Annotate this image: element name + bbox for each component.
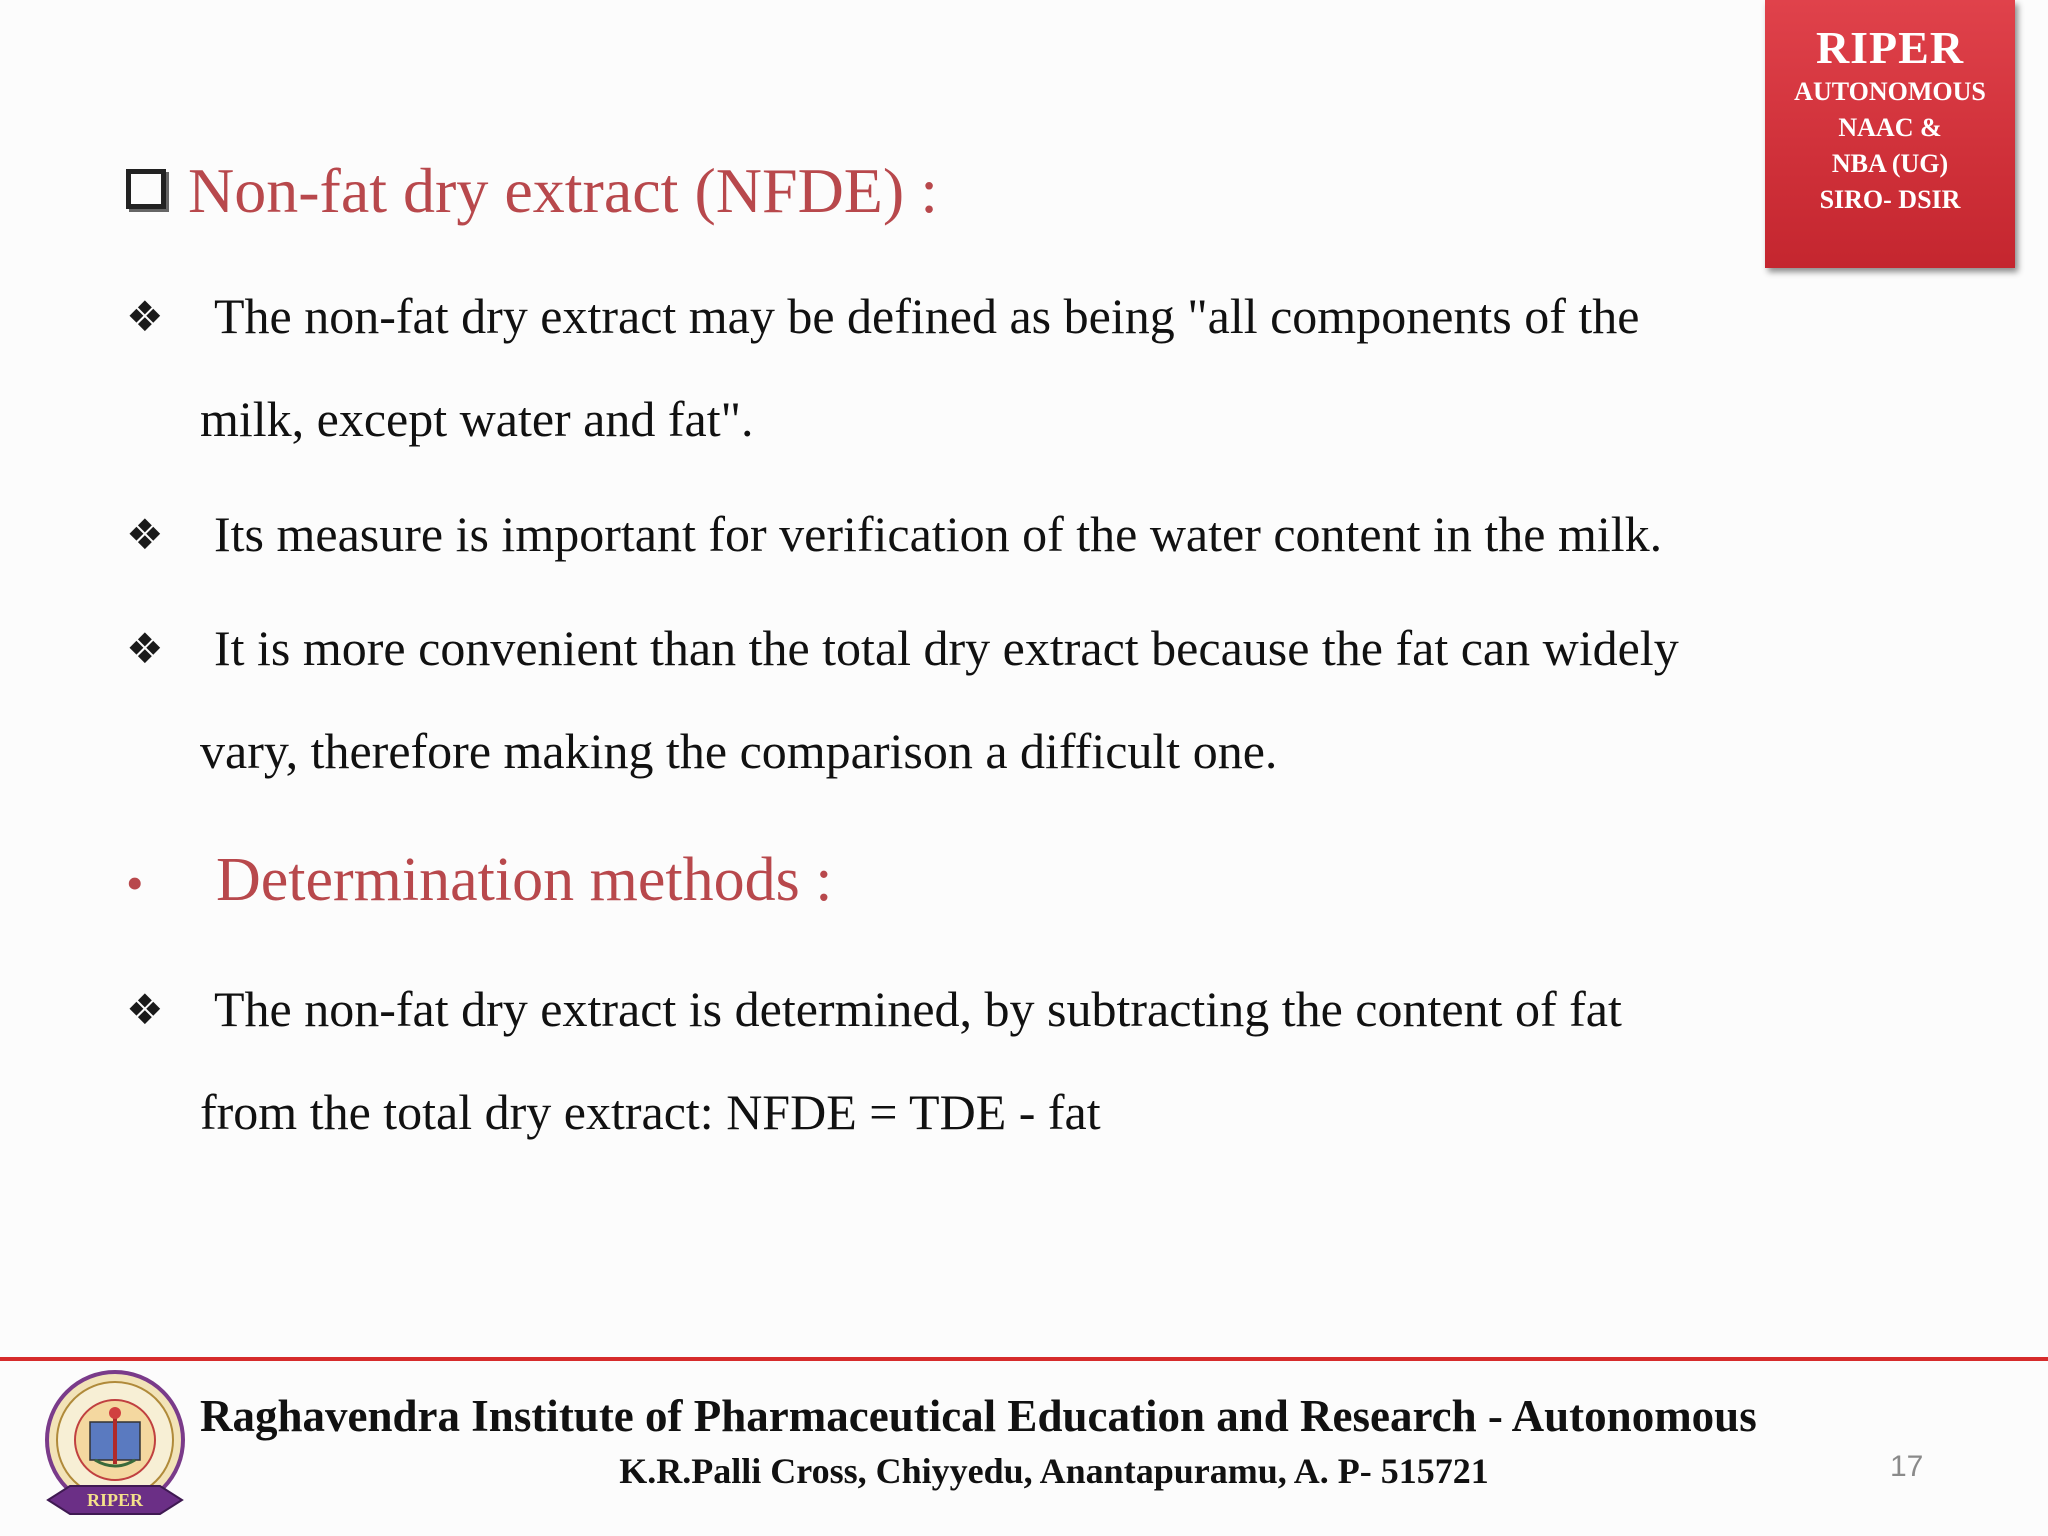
bullet-item-1 <box>126 265 1946 471</box>
institute-logo <box>40 1368 190 1526</box>
bullet-line-2: from the total dry extract: NFDE = TDE - fat <box>200 1084 1101 1140</box>
badge-line-nba: NBA (UG) <box>1831 149 1949 178</box>
bullet-text <box>126 597 1946 803</box>
bullet-line-1: Its measure is important for verification of the water content in the milk. <box>214 506 1663 562</box>
page-number: 17 <box>1890 1450 1924 1483</box>
bullet-line-2: milk, except water and fat". <box>200 391 754 447</box>
bullet-text <box>126 265 1946 471</box>
accreditation-badge <box>1765 0 2015 268</box>
badge-line-siro: SIRO- DSIR <box>1819 185 1961 214</box>
institute-address: K.R.Palli Cross, Chiyyedu, Anantapuramu, A. P- 515721 <box>619 1451 1489 1491</box>
subheading-text: Determination methods : <box>216 846 833 914</box>
checkbox-square-icon <box>126 169 166 209</box>
badge-title: RIPER <box>1815 22 1965 73</box>
four-diamond-icon: ❖ <box>126 510 164 559</box>
badge-line-naac: NAAC & <box>1838 113 1942 142</box>
four-diamond-icon: ❖ <box>126 985 164 1034</box>
slide-heading <box>126 155 938 227</box>
bullet-line-2: vary, therefore making the comparison a difficult one. <box>200 723 1278 779</box>
four-diamond-icon: ❖ <box>126 292 164 341</box>
footer-divider <box>0 1357 2048 1361</box>
four-diamond-icon: ❖ <box>126 624 164 673</box>
badge-line-autonomous: AUTONOMOUS <box>1794 77 1986 106</box>
bullet-item-4 <box>126 958 1946 1164</box>
bullet-item-2 <box>126 483 1946 586</box>
logo-text: RIPER <box>86 1490 144 1510</box>
bullet-item-3 <box>126 597 1946 803</box>
section-subheading <box>126 840 832 923</box>
dot-icon: • <box>126 855 144 911</box>
bullet-line-1: The non-fat dry extract may be defined as being "all components of the <box>214 288 1640 344</box>
bullet-line-1: The non-fat dry extract is determined, by subtracting the content of fat <box>214 981 1622 1037</box>
bullet-text <box>126 958 1946 1164</box>
heading-text: Non-fat dry extract (NFDE) : <box>188 155 938 226</box>
bullet-text <box>126 483 1946 586</box>
bullet-line-1: It is more convenient than the total dry extract because the fat can widely <box>214 620 1679 676</box>
institute-name: Raghavendra Institute of Pharmaceutical Education and Research - Autonomous <box>200 1391 1757 1441</box>
